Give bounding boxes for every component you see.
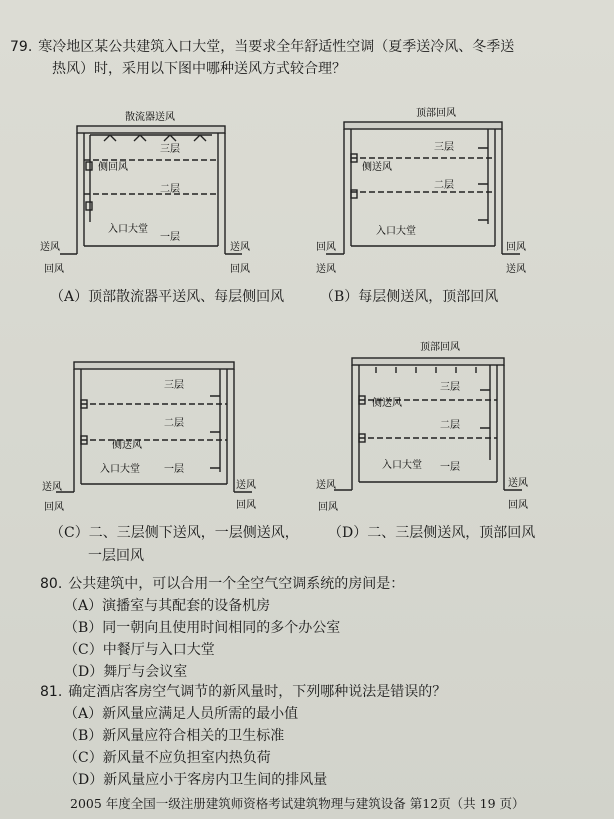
- question-number: 81.: [40, 684, 63, 700]
- label-floor3: 三层: [440, 382, 460, 393]
- option-b: （B）同一朝向且使用时间相同的多个办公室: [64, 620, 341, 636]
- label-return-left: 回风: [44, 264, 64, 275]
- question-stem: 公共建筑中，可以合用一个全空气空调系统的房间是：: [68, 576, 405, 592]
- label-floor3: 三层: [160, 144, 180, 155]
- caption-c-line2: 一层回风: [88, 548, 144, 564]
- label-return-left: 回风: [316, 242, 336, 253]
- label-supply-right: 送风: [506, 264, 526, 275]
- label-return-left: 回风: [44, 502, 64, 513]
- question-number: 80.: [40, 576, 63, 592]
- figure-c: [40, 352, 280, 522]
- caption-d: （D）二、三层侧送风，顶部回风: [328, 525, 536, 541]
- label-lobby: 入口大堂: [108, 224, 148, 235]
- question-79: [10, 36, 600, 80]
- question-80: [40, 573, 404, 683]
- page-footer: 2005 年度全国一级注册建筑师资格考试建筑物理与建筑设备 第12页（共 19 页）: [70, 796, 525, 811]
- label-return-left: 回风: [318, 502, 338, 513]
- caption-b: （B）每层侧送风，顶部回风: [320, 289, 499, 305]
- label-supply-right: 送风: [230, 242, 250, 253]
- option-b: （B）新风量应符合相关的卫生标准: [64, 728, 285, 744]
- label-floor1: 一层: [440, 462, 460, 473]
- label-floor2: 二层: [160, 184, 180, 195]
- label-side-supply: 侧送风: [372, 398, 402, 409]
- option-c: （C）中餐厅与入口大堂: [64, 642, 215, 658]
- label-floor3: 三层: [434, 142, 454, 153]
- label-top: 顶部回风: [420, 342, 460, 353]
- label-floor2: 二层: [434, 180, 454, 191]
- question-stem-line2: 热风）时，采用以下图中哪种送风方式较合理？: [52, 61, 346, 77]
- figure-a: [40, 104, 280, 280]
- figure-d: [316, 338, 538, 518]
- label-return-right: 回风: [508, 500, 528, 511]
- label-supply-left: 送风: [42, 482, 62, 493]
- caption-a: （A）顶部散流器平送风、每层侧回风: [50, 289, 285, 305]
- option-d: （D）舞厅与会议室: [64, 664, 188, 680]
- label-supply-right: 送风: [236, 480, 256, 491]
- label-supply-left: 送风: [316, 480, 336, 491]
- question-number: 79.: [10, 39, 33, 55]
- label-side-return: 侧回风: [98, 162, 128, 173]
- option-a: （A）演播室与其配套的设备机房: [64, 598, 271, 614]
- label-floor1: 一层: [160, 232, 180, 243]
- option-c: （C）新风量不应负担室内热负荷: [64, 750, 271, 766]
- label-lobby: 入口大堂: [100, 464, 140, 475]
- question-stem-line1: 寒冷地区某公共建筑入口大堂，当要求全年舒适性空调（夏季送冷风、冬季送: [38, 39, 515, 55]
- option-d: （D）新风量应小于客房内卫生间的排风量: [64, 772, 328, 788]
- option-a: （A）新风量应满足人员所需的最小值: [64, 706, 299, 722]
- label-side-supply: 侧送风: [362, 162, 392, 173]
- label-return-right: 回风: [236, 500, 256, 511]
- label-floor1: 一层: [164, 464, 184, 475]
- label-floor2: 二层: [440, 420, 460, 431]
- label-floor2: 二层: [164, 418, 184, 429]
- label-floor3: 三层: [164, 380, 184, 391]
- label-side-supply: 侧送风: [112, 440, 142, 451]
- label-lobby: 入口大堂: [382, 460, 422, 471]
- label-supply-left: 送风: [316, 264, 336, 275]
- label-supply-right: 送风: [508, 478, 528, 489]
- figure-b: [316, 104, 536, 280]
- question-81: [40, 681, 446, 791]
- question-stem: 确定酒店客房空气调节的新风量时，下列哪种说法是错误的？: [68, 684, 447, 700]
- label-return-right: 回风: [230, 264, 250, 275]
- label-top: 顶部回风: [416, 108, 456, 119]
- label-return-right: 回风: [506, 242, 526, 253]
- caption-c-line1: （C）二、三层侧下送风，一层侧送风，: [50, 525, 299, 541]
- label-top: 散流器送风: [125, 112, 175, 123]
- label-supply-left: 送风: [40, 242, 60, 253]
- label-lobby: 入口大堂: [376, 226, 416, 237]
